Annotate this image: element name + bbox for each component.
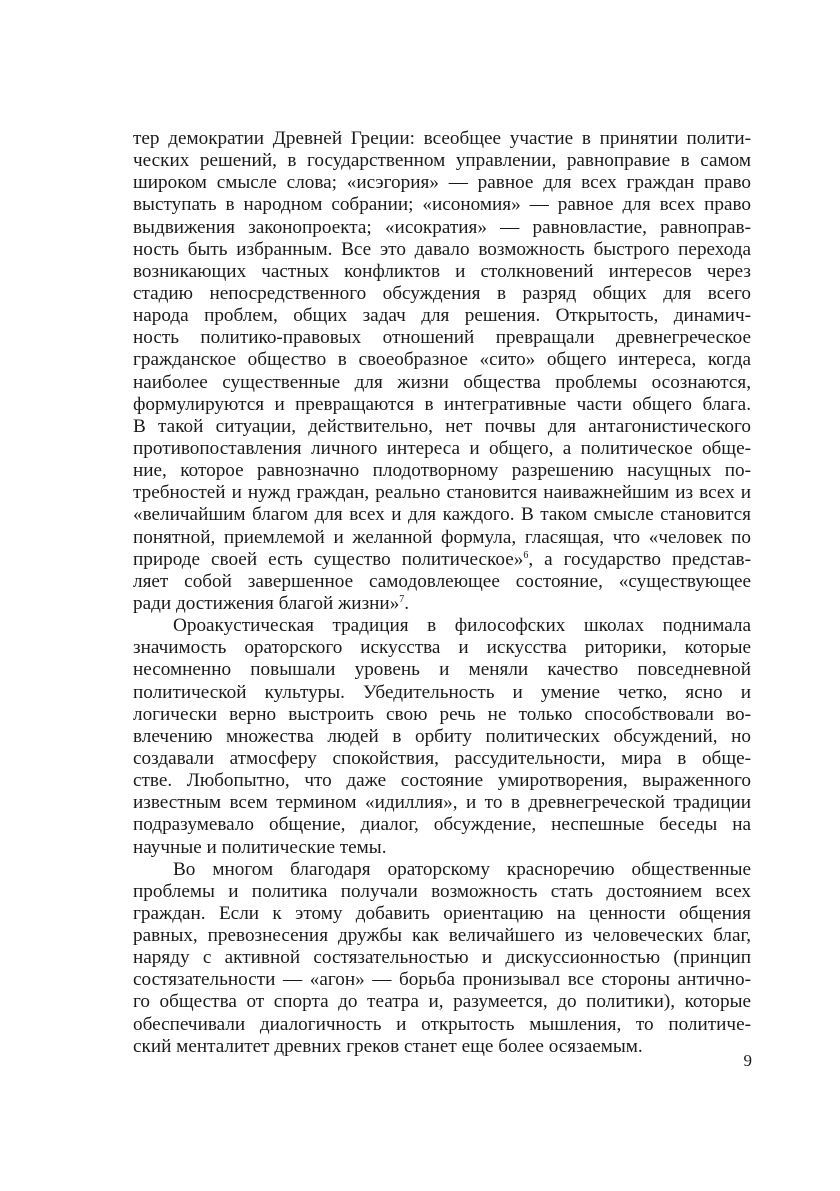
text-line — [133, 549, 751, 571]
text-line: логически верно выстроить свою речь не только способствовали во- — [133, 703, 751, 725]
text-line: «величайшим благом для всех и для каждого. В таком смысле становится — [133, 504, 751, 526]
text-line: равных, превознесения дружбы как величайшего из человеческих благ, — [133, 925, 751, 947]
text-line — [133, 593, 751, 615]
page-number: 9 — [743, 1051, 752, 1070]
text-line: гражданское общество в своеобразное «сито» общего интереса, когда — [133, 349, 751, 371]
text-line: стве. Любопытно, что даже состояние умиротворения, выраженного — [133, 770, 751, 792]
text-line: понятной, приемлемой и желанной формула, гласящая, что «человек по — [133, 526, 751, 548]
text-line: политической культуры. Убедительность и умение четко, ясно и — [133, 681, 751, 703]
text-line: научные и политические темы. — [133, 836, 387, 858]
text-line: известным всем термином «идиллия», и то в древнегреческой традиции — [133, 792, 751, 814]
text-line: го общества от спорта до театра и, разумеется, до политики), которые — [133, 991, 751, 1013]
text-line: граждан. Если к этому добавить ориентацию на ценности общения — [133, 902, 751, 924]
text-line: выступать в народном собрании; «исономия» — равное для всех право — [133, 194, 751, 216]
footnote-reference[interactable]: 7 — [399, 593, 405, 605]
text-segment: . — [404, 592, 410, 614]
text-line: влечению множества людей в орбиту политических обсуждений, но — [133, 725, 751, 747]
text-line: обеспечивали диалогичность и открытость мышления, то политиче- — [133, 1013, 751, 1035]
text-line: создавали атмосферу спокойствия, рассудительности, мира в обще- — [133, 747, 751, 769]
text-segment: природе своей есть существо политическое» — [133, 548, 524, 570]
text-line: ние, которое равнозначно плодотворному разрешению насущных по- — [133, 460, 751, 482]
text-line: В такой ситуации, действительно, нет почвы для антагонистического — [133, 415, 751, 437]
text-line: ность быть избранным. Все это давало возможность быстрого перехода — [133, 238, 751, 260]
text-line: проблемы и политика получали возможность стать достоянием всех — [133, 880, 751, 902]
text-line: наряду с активной состязательностью и дискуссионностью (принцип — [133, 947, 751, 969]
text-line: ческих решений, в государственном управлении, равноправие в самом — [133, 150, 751, 172]
footnote-reference[interactable]: 6 — [523, 549, 529, 561]
text-line: широком смысле слова; «исэгория» — равное для всех граждан право — [133, 172, 751, 194]
page-body — [133, 128, 751, 1058]
text-line: наиболее существенные для жизни общества проблемы осознаются, — [133, 371, 751, 393]
text-line: стадию непосредственного обсуждения в разряд общих для всего — [133, 282, 751, 304]
text-line: тер демократии Древней Греции: всеобщее участие в принятии полити- — [133, 128, 751, 149]
text-line: требностей и нужд граждан, реально становится наиважнейшим из всех и — [133, 482, 751, 504]
text-line: противопоставления личного интереса и общего, а политическое обще- — [133, 437, 751, 459]
text-line: ность политико-правовых отношений превращали древнегреческое — [133, 327, 751, 349]
text-line: формулируются и превращаются в интегративные части общего блага. — [133, 393, 751, 415]
text-line: ляет собой завершенное самодовлеющее состояние, «существующее — [133, 570, 751, 592]
text-line: Во многом благодаря ораторскому красноречию общественные — [173, 858, 751, 880]
text-line: подразумевало общение, диалог, обсуждение, неспешные беседы на — [133, 814, 751, 836]
text-line: состязательности — «агон» — борьба пронизывал все стороны антично- — [133, 969, 751, 991]
text-line: значимость ораторского искусства и искусства риторики, которые — [133, 637, 751, 659]
text-line: народа проблем, общих задач для решения. Открытость, динамич- — [133, 305, 751, 327]
text-line: ский менталитет древних греков станет еще более осязаемым. — [133, 1035, 643, 1057]
text-line: выдвижения законопроекта; «исократия» — равновластие, равноправ- — [133, 216, 751, 238]
text-line: Ороакустическая традиция в философских школах поднимала — [173, 615, 751, 637]
text-line: возникающих частных конфликтов и столкновений интересов через — [133, 260, 751, 282]
text-segment: ради достижения благой жизни» — [133, 592, 400, 614]
text-line: несомненно повышали уровень и меняли качество повседневной — [133, 659, 751, 681]
text-segment: , а государство представ- — [528, 548, 751, 570]
